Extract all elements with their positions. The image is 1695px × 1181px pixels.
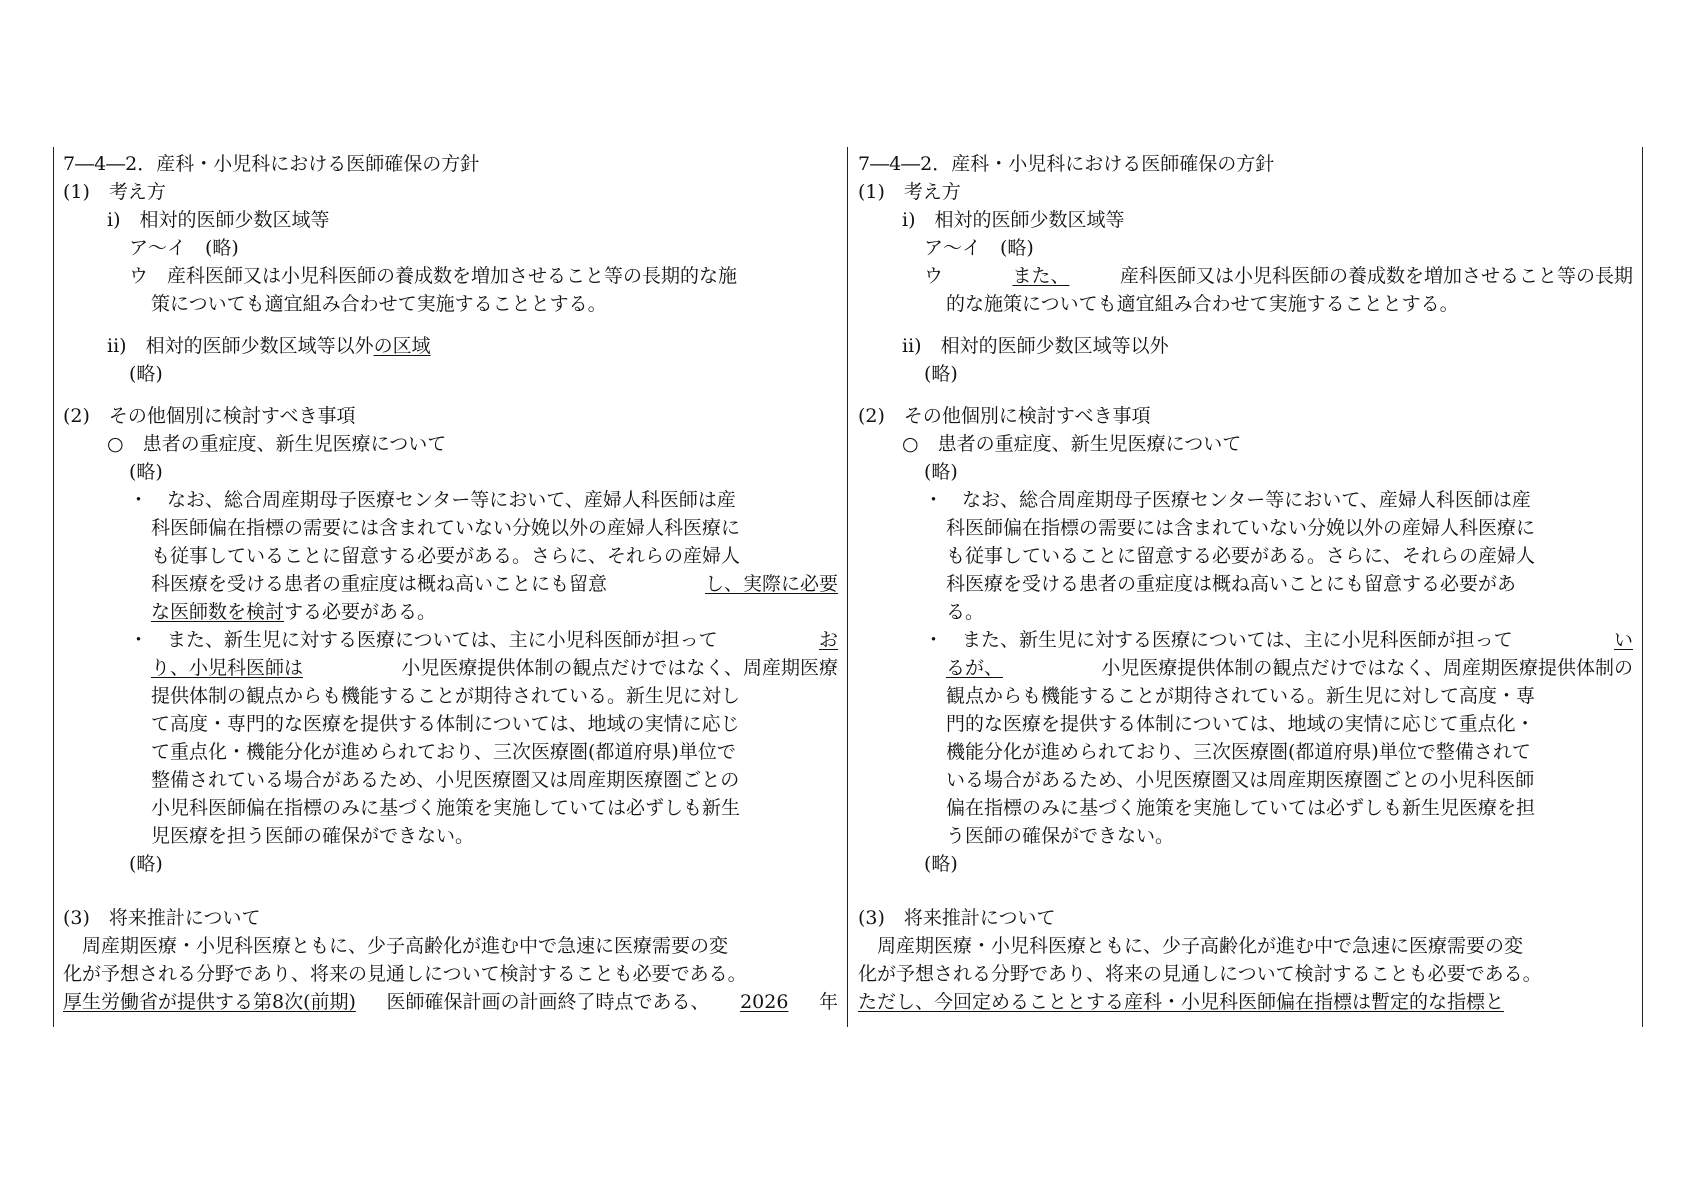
subsection-3-title: (3) 将来推計について <box>63 907 261 929</box>
bullet-2-line-5: て重点化・機能分化が進められており、三次医療圏(都道府県)単位で <box>151 741 736 763</box>
subsection-1-title: (1) 考え方 <box>858 181 961 203</box>
right-column <box>858 150 1633 1028</box>
bullet-1-line-2: 科医師偏在指標の需要には含まれていない分娩以外の産婦人科医療に <box>946 517 1536 539</box>
bullet-1-line-3: も従事していることに留意する必要がある。さらに、それらの産婦人 <box>151 545 741 567</box>
left-column <box>63 150 838 1028</box>
section-3-line-3: 厚生労働省が提供する第8次(前期) 医師確保計画の計画終了時点である、 2026 年 <box>63 988 838 1016</box>
bullet-1-line-1: ・ なお、総合周産期母子医療センター等において、産婦人科医師は産 <box>924 489 1531 511</box>
bullet-1-line-5: な医師数を検討する必要がある。 <box>151 601 437 623</box>
section-heading: 7―4―2．産科・小児科における医師確保の方針 <box>63 153 480 175</box>
bullet-2-line-4: 門的な医療を提供する体制については、地域の実情に応じて重点化・ <box>946 713 1535 735</box>
subsection-2-title: (2) その他個別に検討すべき事項 <box>858 405 1151 427</box>
bullet-2-line-6: 整備されている場合があるため、小児医療圏又は周産期医療圏ごとの <box>151 769 740 791</box>
item-u-line-1: ウ 産科医師又は小児科医師の養成数を増加させること等の長期的な施 <box>129 265 738 287</box>
amended-text: るが、 <box>946 657 1004 679</box>
bullet-2-line-7: 小児科医師偏在指標のみに基づく施策を実施していては必ずしも新生 <box>151 797 741 819</box>
item-u-line-2: 的な施策についても適宜組み合わせて実施することとする。 <box>946 293 1459 315</box>
bullet-2-line-2: り、小児科医師は 小児医療提供体制の観点だけではなく、周産期医療 <box>151 654 838 682</box>
subsection-3-title: (3) 将来推計について <box>858 907 1056 929</box>
bullet-2-line-2: るが、 小児医療提供体制の観点だけではなく、周産期医療提供体制の <box>946 654 1633 682</box>
amended-text: 厚生労働省が提供する第8次(前期) <box>63 991 356 1013</box>
bullet-1-line-3: も従事していることに留意する必要がある。さらに、それらの産婦人 <box>946 545 1536 567</box>
bullet-2-line-3: 提供体制の観点からも機能することが期待されている。新生児に対し <box>151 685 741 707</box>
amended-text: し、実際に必要 <box>704 573 838 595</box>
amended-text: お <box>818 629 838 651</box>
section-3-line-2: 化が予想される分野であり、将来の見通しについて検討することも必要である。 <box>63 963 747 985</box>
section-heading: 7―4―2．産科・小児科における医師確保の方針 <box>858 153 1275 175</box>
omitted-note: (略) <box>129 853 163 875</box>
item-u-line-1: ウ また、 産科医師又は小児科医師の養成数を増加させること等の長期 <box>924 262 1633 290</box>
section-3-line-1: 周産期医療・小児科医療ともに、少子高齢化が進む中で急速に医療需要の変 <box>63 935 729 957</box>
bullet-1-line-4: 科医療を受ける患者の重症度は概ね高いことにも留意する必要があ <box>946 573 1517 595</box>
amended-text: ただし、今回定めることとする産科・小児科医師偏在指標は暫定的な指標と <box>858 991 1505 1013</box>
bullet-2-line-8: 児医療を担う医師の確保ができない。 <box>151 825 475 847</box>
section-3-line-1: 周産期医療・小児科医療ともに、少子高齢化が進む中で急速に医療需要の変 <box>858 935 1524 957</box>
subsection-2-title: (2) その他個別に検討すべき事項 <box>63 405 356 427</box>
item-i-title: i) 相対的医師少数区域等 <box>107 209 330 231</box>
amended-text: り、小児科医師は <box>151 657 304 679</box>
circle-item-title: ○ 患者の重症度、新生児医療について <box>902 433 1242 455</box>
column-divider <box>847 147 848 1027</box>
bullet-1-line-4: 科医療を受ける患者の重症度は概ね高いことにも留意 し、実際に必要 <box>151 570 838 598</box>
item-ii-omitted: (略) <box>924 363 958 385</box>
bullet-2-line-7: 偏在指標のみに基づく施策を実施していては必ずしも新生児医療を担 <box>946 797 1536 819</box>
amended-text: の区域 <box>373 335 431 357</box>
item-ii-title: ii) 相対的医師少数区域等以外の区域 <box>107 335 431 357</box>
amended-text: また、 <box>1012 265 1070 287</box>
item-ii-omitted: (略) <box>129 363 163 385</box>
bullet-1-line-1: ・ なお、総合周産期母子医療センター等において、産婦人科医師は産 <box>129 489 736 511</box>
item-i-title: i) 相対的医師少数区域等 <box>902 209 1125 231</box>
subsection-1-title: (1) 考え方 <box>63 181 166 203</box>
omitted-note: (略) <box>924 853 958 875</box>
item-a-i-omitted: ア～イ (略) <box>129 237 239 259</box>
bullet-1-line-5: る。 <box>946 601 985 623</box>
bullet-2-line-4: て高度・専門的な医療を提供する体制については、地域の実情に応じ <box>151 713 740 735</box>
bullet-2-line-8: う医師の確保ができない。 <box>946 825 1175 847</box>
omitted-note: (略) <box>129 461 163 483</box>
item-ii-title: ii) 相対的医師少数区域等以外 <box>902 335 1169 357</box>
circle-item-title: ○ 患者の重症度、新生児医療について <box>107 433 447 455</box>
section-3-line-2: 化が予想される分野であり、将来の見通しについて検討することも必要である。 <box>858 963 1542 985</box>
bullet-2-line-1: ・ また、新生児に対する医療については、主に小児科医師が担って お <box>129 626 838 654</box>
amended-text: い <box>1613 629 1633 651</box>
bullet-2-line-1: ・ また、新生児に対する医療については、主に小児科医師が担って い <box>924 626 1633 654</box>
item-u-line-2: 策についても適宜組み合わせて実施することとする。 <box>151 293 607 315</box>
section-3-line-3 <box>858 988 1633 1016</box>
amended-text: な医師数を検討 <box>151 601 285 623</box>
bullet-2-line-3: 観点からも機能することが期待されている。新生児に対して高度・専 <box>946 685 1536 707</box>
item-a-i-omitted: ア～イ (略) <box>924 237 1034 259</box>
amended-text: 2026 <box>740 991 789 1013</box>
bullet-2-line-5: 機能分化が進められており、三次医療圏(都道府県)単位で整備されて <box>946 741 1531 763</box>
omitted-note: (略) <box>924 461 958 483</box>
bullet-2-line-6: いる場合があるため、小児医療圏又は周産期医療圏ごとの小児科医師 <box>946 769 1535 791</box>
bullet-1-line-2: 科医師偏在指標の需要には含まれていない分娩以外の産婦人科医療に <box>151 517 741 539</box>
